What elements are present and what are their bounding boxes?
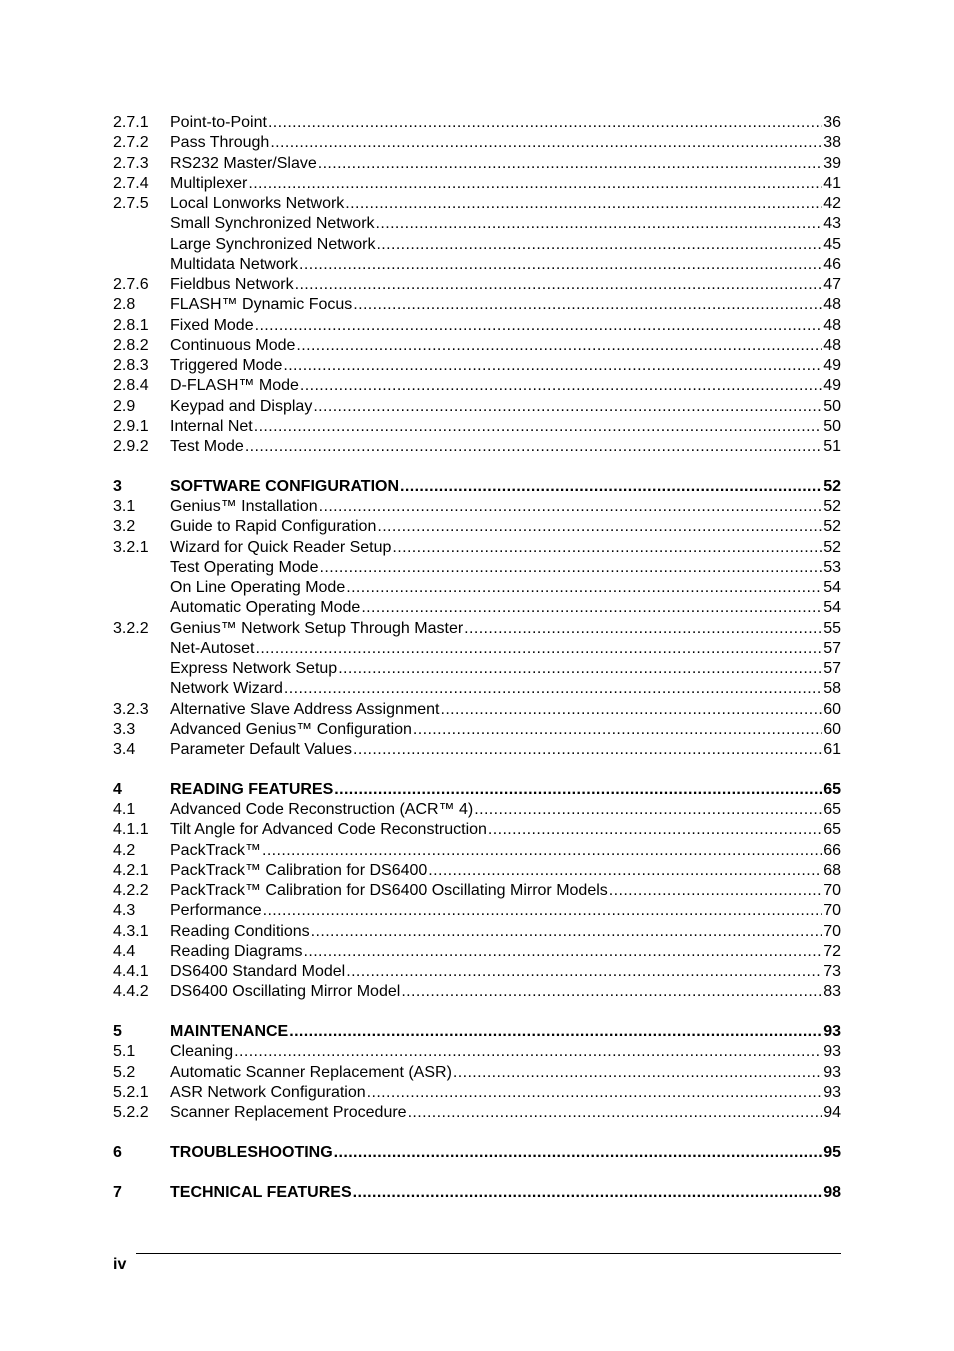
toc-entry[interactable] xyxy=(113,356,841,376)
toc-entry-number: 2.8.1 xyxy=(113,316,149,334)
toc-dot-leader xyxy=(413,720,822,740)
toc-entry-page[interactable]: 45 xyxy=(823,235,841,253)
toc-dot-leader xyxy=(361,598,822,618)
toc-entry-page[interactable]: 41 xyxy=(823,174,841,192)
toc-entry-title[interactable]: ASR Network Configuration xyxy=(170,1083,366,1101)
toc-dot-leader xyxy=(376,214,823,234)
toc-entry-page[interactable]: 94 xyxy=(823,1104,841,1121)
toc-entry-number: 7 xyxy=(113,1183,122,1201)
toc-dot-leader xyxy=(320,558,823,578)
toc-entry[interactable] xyxy=(113,820,841,840)
toc-entry-title[interactable]: Test Mode xyxy=(170,438,244,455)
toc-dot-leader xyxy=(304,942,823,962)
toc-entry[interactable] xyxy=(113,922,841,942)
toc-entry-page[interactable]: 43 xyxy=(823,215,841,233)
toc-entry[interactable] xyxy=(113,558,841,578)
toc-entry-page[interactable]: 70 xyxy=(823,882,841,899)
toc-entry-page[interactable]: 51 xyxy=(823,438,841,455)
toc-entry-title[interactable]: Wizard for Quick Reader Setup xyxy=(170,538,392,556)
toc-entry-number: 2.7.5 xyxy=(113,195,149,212)
toc-entry[interactable] xyxy=(113,659,841,679)
toc-entry-page[interactable]: 93 xyxy=(823,1063,841,1081)
toc-entry-number: 3.2.3 xyxy=(113,700,149,718)
toc-entry-title[interactable]: On Line Operating Mode xyxy=(170,579,346,596)
toc-entry-title[interactable]: Scanner Replacement Procedure xyxy=(170,1104,407,1121)
toc-dot-leader xyxy=(262,841,822,861)
toc-entry-title[interactable]: Performance xyxy=(170,902,262,920)
toc-entry-number: 4.1 xyxy=(113,801,136,818)
toc-dot-leader xyxy=(609,881,822,901)
toc-entry-number: 2.9.2 xyxy=(113,438,149,455)
toc-chapter-entry[interactable] xyxy=(113,477,841,497)
section-gap xyxy=(113,457,841,477)
section-gap xyxy=(113,1003,841,1023)
section-gap xyxy=(113,1163,841,1183)
toc-entry-title[interactable]: MAINTENANCE xyxy=(170,1023,289,1040)
toc-dot-leader xyxy=(453,1063,822,1083)
toc-entry-page[interactable]: 48 xyxy=(823,316,841,334)
toc-entry-page[interactable]: 54 xyxy=(823,599,841,617)
toc-entry-page[interactable]: 42 xyxy=(823,195,841,212)
toc-entry-number: 3.3 xyxy=(113,720,136,738)
toc-entry-number: 5.2.1 xyxy=(113,1083,149,1101)
toc-entry[interactable] xyxy=(113,497,841,517)
toc-entry[interactable] xyxy=(113,700,841,720)
toc-entry[interactable] xyxy=(113,679,841,699)
toc-dot-leader xyxy=(313,397,822,417)
toc-entry[interactable] xyxy=(113,538,841,558)
toc-dot-leader xyxy=(263,901,823,921)
toc-dot-leader xyxy=(353,295,822,315)
toc-entry-title[interactable]: Fixed Mode xyxy=(170,316,254,334)
toc-entry-number: 6 xyxy=(113,1143,122,1161)
toc-entry-number: 2.8 xyxy=(113,296,136,314)
toc-entry-page[interactable]: 72 xyxy=(823,942,841,960)
toc-entry-number: 2.7.2 xyxy=(113,134,149,152)
toc-entry[interactable] xyxy=(113,578,841,598)
toc-entry-title[interactable]: Reading Conditions xyxy=(170,922,310,940)
table-of-contents xyxy=(113,113,841,1203)
toc-entry[interactable] xyxy=(113,214,841,234)
toc-entry-title[interactable]: DS6400 Oscillating Mirror Model xyxy=(170,983,401,1001)
toc-entry[interactable] xyxy=(113,194,841,214)
toc-entry-title[interactable]: Parameter Default Values xyxy=(170,741,353,758)
toc-dot-leader xyxy=(488,820,822,840)
toc-entry-page[interactable]: 73 xyxy=(823,963,841,980)
toc-entry-page[interactable]: 93 xyxy=(823,1083,841,1101)
toc-dot-leader xyxy=(345,194,822,214)
toc-chapter-entry[interactable] xyxy=(113,780,841,800)
toc-dot-leader xyxy=(299,255,822,275)
footer-page-number: iv xyxy=(113,1256,127,1273)
toc-entry-page[interactable]: 70 xyxy=(823,922,841,940)
toc-entry-number: 2.9.1 xyxy=(113,417,149,435)
toc-entry-title[interactable]: Multiplexer xyxy=(170,174,248,192)
toc-entry-title[interactable]: Network Wizard xyxy=(170,680,283,698)
toc-entry-title[interactable]: Multidata Network xyxy=(170,255,299,273)
toc-dot-leader xyxy=(248,174,822,194)
toc-entry-page[interactable]: 49 xyxy=(823,377,841,395)
toc-dot-leader xyxy=(376,235,822,255)
toc-dot-leader xyxy=(400,477,822,497)
toc-dot-leader xyxy=(334,780,822,800)
toc-entry-number: 4.2.2 xyxy=(113,882,149,899)
toc-entry-number: 4.4.2 xyxy=(113,983,149,1001)
toc-entry-page[interactable]: 52 xyxy=(823,498,841,515)
toc-entry-page[interactable]: 65 xyxy=(823,780,841,798)
toc-entry-page[interactable]: 50 xyxy=(823,417,841,435)
toc-entry-page[interactable]: 39 xyxy=(823,154,841,172)
toc-entry[interactable] xyxy=(113,174,841,194)
toc-entry[interactable] xyxy=(113,1083,841,1103)
toc-dot-leader xyxy=(295,275,823,295)
toc-entry-title[interactable]: Net-Autoset xyxy=(170,639,255,657)
toc-dot-leader xyxy=(311,922,823,942)
toc-entry[interactable] xyxy=(113,861,841,881)
toc-entry-title[interactable]: READING FEATURES xyxy=(170,780,334,798)
toc-entry[interactable] xyxy=(113,800,841,820)
toc-entry-title[interactable]: Keypad and Display xyxy=(170,397,313,415)
toc-entry-page[interactable]: 60 xyxy=(823,720,841,738)
toc-entry-title[interactable]: Pass Through xyxy=(170,134,270,152)
toc-entry-title[interactable]: Continuous Mode xyxy=(170,336,296,354)
toc-entry-title[interactable]: PackTrack™ Calibration for DS6400 xyxy=(170,861,428,879)
toc-dot-leader xyxy=(392,538,822,558)
toc-entry-title[interactable]: Automatic Scanner Replacement (ASR) xyxy=(170,1063,452,1081)
toc-entry-number: 2.8.3 xyxy=(113,357,149,374)
toc-entry-page[interactable]: 38 xyxy=(823,134,841,152)
toc-entry-title[interactable]: PackTrack™ xyxy=(170,841,261,859)
toc-entry-title[interactable]: PackTrack™ Calibration for DS6400 Oscillating Mirror Models xyxy=(170,882,608,899)
toc-entry[interactable] xyxy=(113,255,841,275)
toc-entry-title[interactable]: Triggered Mode xyxy=(170,357,283,374)
toc-entry-title[interactable]: Advanced Code Reconstruction (ACR™ 4) xyxy=(170,801,474,818)
toc-dot-leader xyxy=(318,154,822,174)
toc-dot-leader xyxy=(284,679,822,699)
toc-entry-page[interactable]: 57 xyxy=(823,639,841,657)
toc-entry-title[interactable]: Express Network Setup xyxy=(170,660,338,677)
toc-dot-leader xyxy=(474,800,822,820)
toc-entry-number: 4.4.1 xyxy=(113,963,149,980)
toc-entry-page[interactable]: 49 xyxy=(823,357,841,374)
toc-entry-title[interactable]: Automatic Operating Mode xyxy=(170,599,361,617)
toc-entry[interactable] xyxy=(113,336,841,356)
toc-entry-title[interactable]: TROUBLESHOOTING xyxy=(170,1143,333,1161)
toc-dot-leader xyxy=(440,700,822,720)
toc-entry-number: 4.3.1 xyxy=(113,922,149,940)
toc-entry-page[interactable]: 53 xyxy=(823,558,841,576)
toc-entry-page[interactable]: 50 xyxy=(823,397,841,415)
toc-entry-number: 4.3 xyxy=(113,902,136,920)
toc-entry[interactable] xyxy=(113,598,841,618)
toc-entry-title[interactable]: FLASH™ Dynamic Focus xyxy=(170,296,353,314)
toc-entry-title[interactable]: Genius™ Installation xyxy=(170,498,318,515)
toc-entry-number: 5 xyxy=(113,1023,122,1040)
toc-dot-leader xyxy=(296,336,822,356)
toc-entry[interactable] xyxy=(113,619,841,639)
toc-entry-title[interactable]: Genius™ Network Setup Through Master xyxy=(170,619,464,637)
toc-entry[interactable] xyxy=(113,113,841,133)
toc-dot-leader xyxy=(428,861,822,881)
toc-entry[interactable] xyxy=(113,881,841,901)
toc-entry-page[interactable]: 95 xyxy=(823,1143,841,1161)
toc-entry-title[interactable]: Large Synchronized Network xyxy=(170,235,376,253)
toc-dot-leader xyxy=(289,1022,822,1042)
toc-dot-leader xyxy=(464,619,822,639)
footer-rule xyxy=(136,1253,841,1254)
toc-entry-page[interactable]: 65 xyxy=(823,821,841,839)
toc-entry-number: 3.2.2 xyxy=(113,619,149,637)
toc-entry-page[interactable]: 68 xyxy=(823,861,841,879)
toc-entry[interactable] xyxy=(113,1103,841,1123)
toc-dot-leader xyxy=(234,1042,822,1062)
toc-dot-leader xyxy=(346,962,822,982)
toc-entry-title[interactable]: Internal Net xyxy=(170,417,253,435)
toc-entry[interactable] xyxy=(113,316,841,336)
toc-entry-number: 3 xyxy=(113,477,122,495)
toc-entry-page[interactable]: 70 xyxy=(823,902,841,920)
toc-chapter-entry[interactable] xyxy=(113,1183,841,1203)
toc-entry-page[interactable]: 54 xyxy=(823,579,841,596)
toc-entry[interactable] xyxy=(113,295,841,315)
toc-chapter-entry[interactable] xyxy=(113,1143,841,1163)
toc-entry[interactable] xyxy=(113,1063,841,1083)
toc-entry[interactable] xyxy=(113,982,841,1002)
toc-dot-leader xyxy=(270,133,822,153)
toc-entry-number: 2.7.6 xyxy=(113,276,149,293)
toc-entry-page[interactable]: 65 xyxy=(823,801,841,818)
toc-entry-number: 3.2.1 xyxy=(113,538,149,556)
toc-entry-title[interactable]: RS232 Master/Slave xyxy=(170,154,317,172)
toc-entry-number: 4.2.1 xyxy=(113,861,149,879)
toc-dot-leader xyxy=(401,982,822,1002)
toc-entry-number: 2.7.3 xyxy=(113,154,149,172)
toc-entry[interactable] xyxy=(113,154,841,174)
toc-entry-number: 3.1 xyxy=(113,498,136,515)
toc-entry-title[interactable]: SOFTWARE CONFIGURATION xyxy=(170,477,400,495)
toc-entry-page[interactable]: 46 xyxy=(823,255,841,273)
toc-entry[interactable] xyxy=(113,517,841,537)
toc-entry-title[interactable]: Tilt Angle for Advanced Code Reconstruction xyxy=(170,821,487,839)
toc-entry[interactable] xyxy=(113,417,841,437)
toc-entry-number: 2.9 xyxy=(113,397,136,415)
toc-entry-number: 5.1 xyxy=(113,1043,136,1061)
toc-entry-page[interactable]: 58 xyxy=(823,680,841,698)
toc-entry-number: 2.7.1 xyxy=(113,114,149,131)
toc-entry-title[interactable]: D-FLASH™ Mode xyxy=(170,377,299,395)
toc-entry-title[interactable]: Alternative Slave Address Assignment xyxy=(170,700,440,718)
toc-dot-leader xyxy=(338,659,822,679)
toc-entry-title[interactable]: Reading Diagrams xyxy=(170,942,303,960)
toc-entry-title[interactable]: Cleaning xyxy=(170,1043,234,1061)
toc-entry-page[interactable]: 48 xyxy=(823,336,841,354)
toc-dot-leader xyxy=(408,1103,823,1123)
toc-entry-page[interactable]: 61 xyxy=(823,741,841,758)
toc-entry[interactable] xyxy=(113,235,841,255)
toc-dot-leader xyxy=(255,639,822,659)
toc-entry-page[interactable]: 52 xyxy=(823,518,841,536)
toc-dot-leader xyxy=(377,517,822,537)
toc-entry[interactable] xyxy=(113,841,841,861)
toc-entry-number: 4.4 xyxy=(113,942,136,960)
toc-entry-number: 2.8.2 xyxy=(113,336,149,354)
toc-entry-number: 3.4 xyxy=(113,741,136,758)
toc-entry-page[interactable]: 52 xyxy=(823,477,841,495)
toc-entry-page[interactable]: 47 xyxy=(823,276,841,293)
toc-entry-page[interactable]: 98 xyxy=(823,1183,841,1201)
toc-entry-title[interactable]: Test Operating Mode xyxy=(170,558,319,576)
toc-entry[interactable] xyxy=(113,133,841,153)
toc-entry[interactable] xyxy=(113,376,841,396)
section-gap xyxy=(113,760,841,780)
toc-entry-page[interactable]: 57 xyxy=(823,660,841,677)
toc-entry-title[interactable]: TECHNICAL FEATURES xyxy=(170,1183,352,1201)
toc-entry[interactable] xyxy=(113,397,841,417)
toc-dot-leader xyxy=(334,1143,823,1163)
toc-dot-leader xyxy=(353,740,822,760)
toc-entry-title[interactable]: Local Lonworks Network xyxy=(170,195,345,212)
toc-entry-title[interactable]: Guide to Rapid Configuration xyxy=(170,518,377,536)
toc-entry-page[interactable]: 36 xyxy=(823,114,841,131)
toc-entry[interactable] xyxy=(113,962,841,982)
toc-dot-leader xyxy=(268,113,822,133)
toc-entry[interactable] xyxy=(113,901,841,921)
toc-entry-page[interactable]: 52 xyxy=(823,538,841,556)
toc-dot-leader xyxy=(346,578,822,598)
toc-entry-number: 4.2 xyxy=(113,841,136,859)
toc-entry[interactable] xyxy=(113,942,841,962)
toc-dot-leader xyxy=(245,437,822,457)
toc-entry-number: 4 xyxy=(113,780,122,798)
toc-entry-number: 3.2 xyxy=(113,518,136,536)
toc-entry-title[interactable]: Fieldbus Network xyxy=(170,276,294,293)
toc-dot-leader xyxy=(353,1183,823,1203)
toc-entry[interactable] xyxy=(113,1042,841,1062)
toc-entry-number: 5.2 xyxy=(113,1063,136,1081)
toc-chapter-entry[interactable] xyxy=(113,1022,841,1042)
toc-entry-title[interactable]: Advanced Genius™ Configuration xyxy=(170,720,412,738)
toc-dot-leader xyxy=(319,497,823,517)
toc-dot-leader xyxy=(367,1083,823,1103)
toc-entry-page[interactable]: 48 xyxy=(823,296,841,314)
toc-entry-page[interactable]: 60 xyxy=(823,700,841,718)
toc-entry-page[interactable]: 83 xyxy=(823,983,841,1001)
toc-entry-title[interactable]: Small Synchronized Network xyxy=(170,215,375,233)
toc-entry[interactable] xyxy=(113,275,841,295)
toc-entry-number: 2.8.4 xyxy=(113,377,149,395)
toc-entry[interactable] xyxy=(113,720,841,740)
toc-entry[interactable] xyxy=(113,740,841,760)
section-gap xyxy=(113,1123,841,1143)
toc-entry-number: 4.1.1 xyxy=(113,821,149,839)
toc-entry[interactable] xyxy=(113,437,841,457)
toc-entry-title[interactable]: Point-to-Point xyxy=(170,114,267,131)
toc-entry[interactable] xyxy=(113,639,841,659)
toc-dot-leader xyxy=(283,356,822,376)
toc-entry-page[interactable]: 66 xyxy=(823,841,841,859)
toc-dot-leader xyxy=(254,417,822,437)
toc-entry-number: 5.2.2 xyxy=(113,1104,149,1121)
toc-entry-page[interactable]: 93 xyxy=(823,1023,841,1040)
toc-dot-leader xyxy=(255,316,823,336)
toc-dot-leader xyxy=(300,376,822,396)
toc-entry-number: 2.7.4 xyxy=(113,174,149,192)
toc-entry-page[interactable]: 93 xyxy=(823,1043,841,1061)
toc-entry-title[interactable]: DS6400 Standard Model xyxy=(170,963,346,980)
toc-entry-page[interactable]: 55 xyxy=(823,619,841,637)
